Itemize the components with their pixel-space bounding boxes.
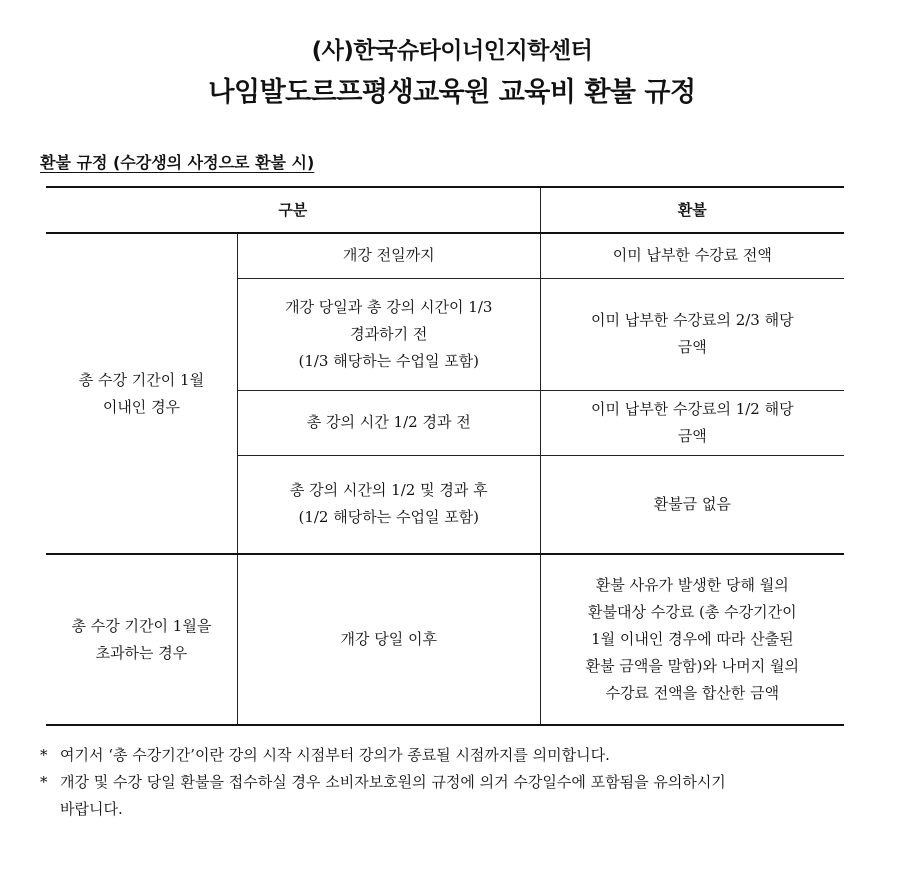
group-label-line: 총 수강 기간이 1월 [78,370,205,389]
condition-line: 개강 전일까지 [342,246,435,265]
table-row [46,554,844,725]
table-header-row [46,187,844,233]
refund-cell [540,233,844,278]
group-label-within-1-month [46,233,237,554]
footnote-mark: * [40,746,48,764]
condition-cell [237,390,540,455]
footnote-line: 여기서 ‘총 수강기간’이란 강의 시작 시점부터 강의가 종료될 시점까지를 의미합니다. [60,746,610,764]
footnotes [40,742,840,823]
refund-line: 이미 납부한 수강료의 1/2 해당 [591,399,794,418]
refund-line: 금액 [677,426,707,445]
condition-line: 경과하기 전 [350,324,428,343]
condition-line: 개강 당일과 총 강의 시간이 1/3 [285,297,493,316]
group-label-line: 이내인 경우 [102,397,181,416]
header-refund: 환불 [540,187,844,233]
condition-line: (1/3 해당하는 수업일 포함) [298,351,480,370]
document-title: 나임발도르프평생교육원 교육비 환불 규정 [208,77,696,108]
refund-line: 이미 납부한 수강료의 2/3 해당 [591,311,794,329]
refund-line: 환불대상 수강료 (총 수강기간이 [588,603,797,621]
group-label-over-1-month [46,554,237,725]
refund-line: 환불금 없음 [653,494,731,513]
condition-cell [237,554,540,725]
condition-line: 개강 당일 이후 [340,630,437,648]
refund-cell [540,554,844,725]
condition-cell [237,233,540,278]
footnote [40,742,840,769]
group-label-line: 총 수강 기간이 1월을 [71,616,212,635]
refund-cell [540,390,844,455]
refund-line: 수강료 전액을 합산한 금액 [605,684,780,702]
footnote-line: 바랍니다. [60,800,123,818]
refund-line: 이미 납부한 수강료 전액 [612,246,772,265]
refund-table [46,186,844,726]
condition-line: 총 강의 시간 1/2 경과 전 [306,413,471,431]
refund-line: 환불 금액을 말함)와 나머지 월의 [585,657,799,675]
table-row [46,233,844,278]
footnote-mark: * [40,773,48,791]
footnote [40,769,840,823]
condition-cell [237,455,540,554]
condition-cell [237,278,540,390]
refund-line: 1월 이내인 경우에 따라 산출된 [591,630,794,648]
refund-cell [540,278,844,390]
group-label-line: 초과하는 경우 [95,643,188,662]
refund-line: 환불 사유가 발생한 당해 월의 [595,576,789,594]
refund-cell [540,455,844,554]
institution-name: (사)한국슈타이너인지학센터 [311,38,593,64]
condition-line: (1/2 해당하는 수업일 포함) [298,508,480,527]
header-category: 구분 [46,187,540,233]
section-title: 환불 규정 (수강생의 사정으로 환불 시) [40,153,315,172]
footnote-line: 개강 및 수강 당일 환불을 접수하실 경우 소비자보호원의 규정에 의거 수강일수에 포함됨을 유의하시기 [60,773,726,791]
refund-line: 금액 [677,338,707,356]
condition-line: 총 강의 시간의 1/2 및 경과 후 [289,481,488,500]
